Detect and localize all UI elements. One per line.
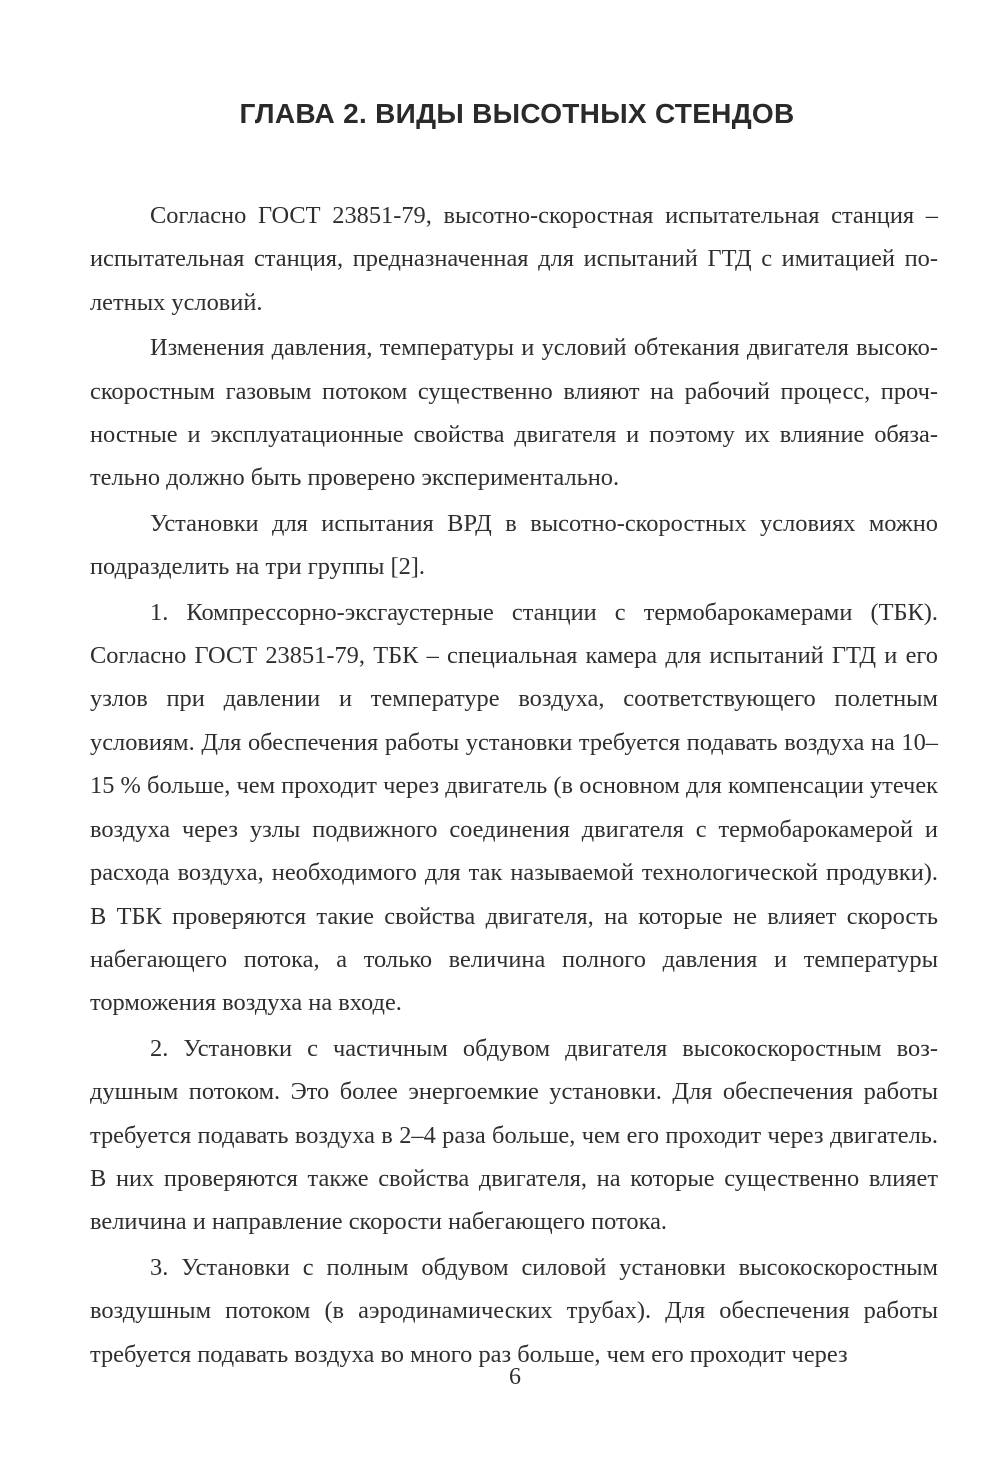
paragraph: 2. Установки с частичным обдувом двигателя высокоскоростным воздушным потоком. Это более энергоемкие установки. Для обеспечения работы требуется подавать воздуха в 2–4 раза больше, чем его проходит через двигатель. В них проверяются также свойства двигателя, на которые существенно влияет величина и направление скорости набегающего потока. bbox=[90, 1034, 938, 1236]
chapter-title: ГЛАВА 2. ВИДЫ ВЫСОТНЫХ СТЕНДОВ bbox=[239, 98, 795, 129]
paragraph: Изменения давления, температуры и условий обтекания двигателя высокоскоростным газовым потоком существенно влияют на рабочий процесс, прочностные и эксплуатационные свойства двигателя и поэтому их влияние обязательно должно быть проверено экспериментально. bbox=[90, 334, 938, 492]
body-text bbox=[90, 194, 938, 1378]
paragraph: Установки для испытания ВРД в высотно-скоростных условиях можно подразделить на три группы [2]. bbox=[90, 509, 938, 581]
paragraph: 3. Установки с полным обдувом силовой установки высокоскоростным воздушным потоком (в аэродинамических трубах). Для обеспечения работы требуется подавать воздуха во много раз больше, чем его проходит через bbox=[90, 1253, 938, 1368]
paragraph: 1. Компрессорно-эксгаустерные станции с термобарокамерами (ТБК). Согласно ГОСТ 23851-79, ТБК – специальная камера для испытаний ГТД и его узлов при давлении и температуре воздуха, соответствующего полетным условиям. Для обеспечения работы установки требуется подавать воздуха на 10–15 % больше, чем проходит через двигатель (в основном для компенсации утечек воздуха через узлы подвижного соединения двигателя с термобарокамерой и расхода воздуха, необходимого для так называемой технологической продувки). В ТБК проверяются такие свойства двигателя, на которые не влияет скорость набегающего потока, а только величина полного давления и температуры торможения воздуха на входе. bbox=[90, 598, 938, 1017]
paragraph: Согласно ГОСТ 23851-79, высотно-скоростная испытательная станция – испытательная станция, предназначенная для испытаний ГТД с имитацией полетных условий. bbox=[90, 202, 938, 316]
page-number: 6 bbox=[509, 1364, 521, 1390]
